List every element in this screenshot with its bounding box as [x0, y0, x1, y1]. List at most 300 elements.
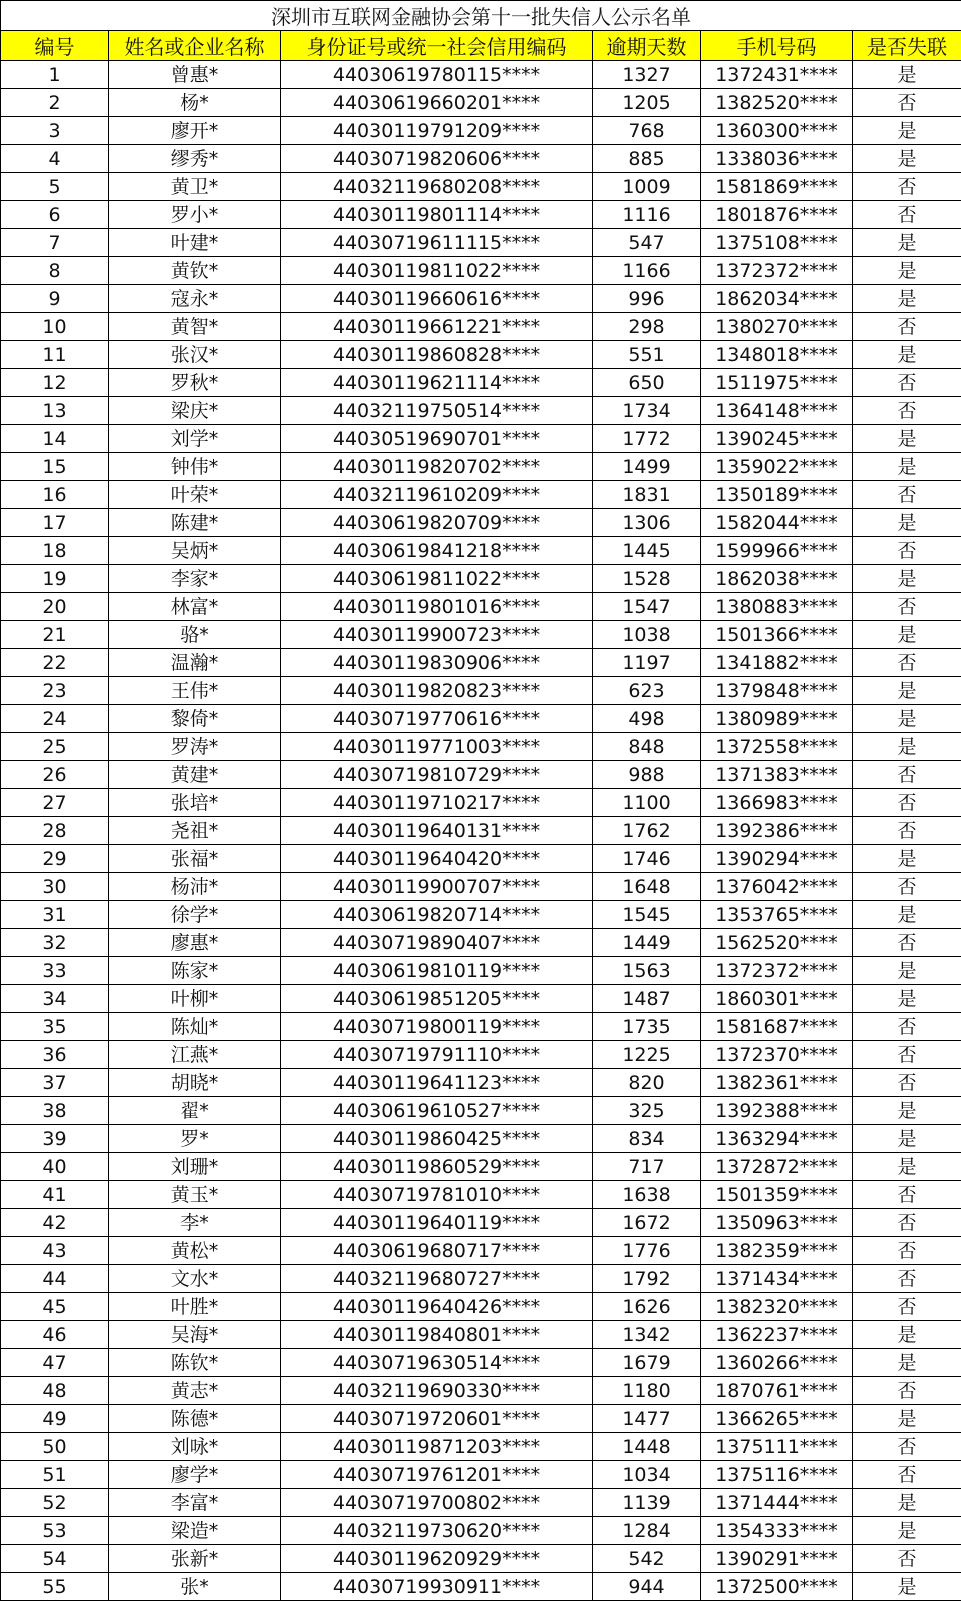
cell-phone: 1501359**** — [701, 1181, 853, 1209]
cell-lost-contact: 否 — [853, 1209, 961, 1237]
cell-id-number: 44030119830906**** — [281, 649, 593, 677]
cell-overdue-days: 1477 — [593, 1405, 701, 1433]
cell-index: 5 — [1, 173, 109, 201]
cell-phone: 1371383**** — [701, 761, 853, 789]
cell-lost-contact: 否 — [853, 1237, 961, 1265]
cell-overdue-days: 996 — [593, 285, 701, 313]
cell-lost-contact: 否 — [853, 89, 961, 117]
cell-lost-contact: 否 — [853, 1377, 961, 1405]
cell-index: 14 — [1, 425, 109, 453]
cell-index: 21 — [1, 621, 109, 649]
table-row — [1, 1321, 961, 1349]
cell-lost-contact: 是 — [853, 1517, 961, 1545]
cell-id-number: 44030719820606**** — [281, 145, 593, 173]
cell-phone: 1372558**** — [701, 733, 853, 761]
cell-index: 30 — [1, 873, 109, 901]
cell-overdue-days: 1180 — [593, 1377, 701, 1405]
cell-lost-contact: 是 — [853, 705, 961, 733]
cell-index: 44 — [1, 1265, 109, 1293]
table-row — [1, 61, 961, 89]
cell-index: 9 — [1, 285, 109, 313]
table-row — [1, 1349, 961, 1377]
cell-id-number: 44030119820823**** — [281, 677, 593, 705]
table-row — [1, 1545, 961, 1573]
cell-lost-contact: 是 — [853, 453, 961, 481]
cell-overdue-days: 1166 — [593, 257, 701, 285]
header-lost-contact: 是否失联 — [853, 31, 961, 61]
cell-name: 廖开* — [109, 117, 281, 145]
cell-name: 张培* — [109, 789, 281, 817]
cell-id-number: 44032119610209**** — [281, 481, 593, 509]
cell-overdue-days: 1679 — [593, 1349, 701, 1377]
cell-index: 2 — [1, 89, 109, 117]
cell-index: 39 — [1, 1125, 109, 1153]
cell-lost-contact: 是 — [853, 285, 961, 313]
table-row — [1, 1377, 961, 1405]
cell-index: 13 — [1, 397, 109, 425]
cell-id-number: 44030719781010**** — [281, 1181, 593, 1209]
cell-lost-contact: 否 — [853, 1069, 961, 1097]
table-row — [1, 789, 961, 817]
cell-phone: 1354333**** — [701, 1517, 853, 1545]
table-row — [1, 873, 961, 901]
cell-phone: 1372372**** — [701, 257, 853, 285]
cell-phone: 1599966**** — [701, 537, 853, 565]
cell-name: 陈灿* — [109, 1013, 281, 1041]
cell-name: 文水* — [109, 1265, 281, 1293]
cell-name: 骆* — [109, 621, 281, 649]
cell-overdue-days: 1116 — [593, 201, 701, 229]
cell-id-number: 44030119900723**** — [281, 621, 593, 649]
cell-overdue-days: 1038 — [593, 621, 701, 649]
cell-phone: 1353765**** — [701, 901, 853, 929]
table-row — [1, 229, 961, 257]
cell-overdue-days: 1100 — [593, 789, 701, 817]
cell-index: 15 — [1, 453, 109, 481]
cell-phone: 1364148**** — [701, 397, 853, 425]
cell-index: 37 — [1, 1069, 109, 1097]
cell-lost-contact: 否 — [853, 1181, 961, 1209]
cell-phone: 1860301**** — [701, 985, 853, 1013]
cell-overdue-days: 988 — [593, 761, 701, 789]
cell-lost-contact: 是 — [853, 509, 961, 537]
table-row — [1, 89, 961, 117]
cell-phone: 1360266**** — [701, 1349, 853, 1377]
cell-index: 12 — [1, 369, 109, 397]
cell-phone: 1382361**** — [701, 1069, 853, 1097]
table-row — [1, 1573, 961, 1601]
cell-id-number: 44032119730620**** — [281, 1517, 593, 1545]
cell-name: 黄建* — [109, 761, 281, 789]
cell-lost-contact: 是 — [853, 621, 961, 649]
cell-phone: 1372372**** — [701, 957, 853, 985]
cell-id-number: 44030719930911**** — [281, 1573, 593, 1601]
table-row — [1, 1125, 961, 1153]
cell-phone: 1870761**** — [701, 1377, 853, 1405]
cell-name: 杨* — [109, 89, 281, 117]
table-row — [1, 1181, 961, 1209]
cell-id-number: 44030619851205**** — [281, 985, 593, 1013]
cell-name: 罗秋* — [109, 369, 281, 397]
cell-index: 43 — [1, 1237, 109, 1265]
cell-index: 51 — [1, 1461, 109, 1489]
cell-lost-contact: 是 — [853, 61, 961, 89]
cell-phone: 1363294**** — [701, 1125, 853, 1153]
cell-lost-contact: 是 — [853, 733, 961, 761]
cell-index: 50 — [1, 1433, 109, 1461]
table-row — [1, 593, 961, 621]
cell-id-number: 44030119710217**** — [281, 789, 593, 817]
table-row — [1, 929, 961, 957]
cell-overdue-days: 1672 — [593, 1209, 701, 1237]
cell-index: 29 — [1, 845, 109, 873]
cell-phone: 1348018**** — [701, 341, 853, 369]
cell-lost-contact: 否 — [853, 201, 961, 229]
cell-name: 翟* — [109, 1097, 281, 1125]
cell-name: 吴海* — [109, 1321, 281, 1349]
cell-lost-contact: 是 — [853, 901, 961, 929]
cell-phone: 1382520**** — [701, 89, 853, 117]
cell-name: 黄钦* — [109, 257, 281, 285]
cell-lost-contact: 是 — [853, 1321, 961, 1349]
cell-index: 19 — [1, 565, 109, 593]
cell-lost-contact: 否 — [853, 369, 961, 397]
table-row — [1, 733, 961, 761]
cell-lost-contact: 是 — [853, 677, 961, 705]
cell-overdue-days: 1197 — [593, 649, 701, 677]
cell-index: 10 — [1, 313, 109, 341]
cell-lost-contact: 是 — [853, 1349, 961, 1377]
table-row — [1, 1069, 961, 1097]
cell-lost-contact: 是 — [853, 425, 961, 453]
cell-id-number: 44030719761201**** — [281, 1461, 593, 1489]
cell-id-number: 44030119621114**** — [281, 369, 593, 397]
cell-phone: 1862038**** — [701, 565, 853, 593]
cell-phone: 1372370**** — [701, 1041, 853, 1069]
cell-phone: 1390294**** — [701, 845, 853, 873]
cell-id-number: 44030719800119**** — [281, 1013, 593, 1041]
cell-overdue-days: 1528 — [593, 565, 701, 593]
cell-phone: 1350189**** — [701, 481, 853, 509]
header-index: 编号 — [1, 31, 109, 61]
cell-overdue-days: 1792 — [593, 1265, 701, 1293]
cell-phone: 1581869**** — [701, 173, 853, 201]
cell-lost-contact: 是 — [853, 985, 961, 1013]
cell-lost-contact: 是 — [853, 845, 961, 873]
cell-phone: 1390291**** — [701, 1545, 853, 1573]
cell-overdue-days: 623 — [593, 677, 701, 705]
table-row — [1, 845, 961, 873]
cell-id-number: 44030719611115**** — [281, 229, 593, 257]
cell-id-number: 44030619820709**** — [281, 509, 593, 537]
cell-overdue-days: 820 — [593, 1069, 701, 1097]
table-row — [1, 1265, 961, 1293]
cell-lost-contact: 是 — [853, 1573, 961, 1601]
cell-id-number: 44030119811022**** — [281, 257, 593, 285]
cell-lost-contact: 否 — [853, 397, 961, 425]
header-row — [1, 31, 961, 61]
cell-phone: 1371434**** — [701, 1265, 853, 1293]
cell-phone: 1862034**** — [701, 285, 853, 313]
cell-overdue-days: 1772 — [593, 425, 701, 453]
cell-index: 4 — [1, 145, 109, 173]
table-row — [1, 313, 961, 341]
cell-overdue-days: 542 — [593, 1545, 701, 1573]
cell-name: 廖学* — [109, 1461, 281, 1489]
table-row — [1, 985, 961, 1013]
table-row — [1, 1153, 961, 1181]
table-row — [1, 173, 961, 201]
header-id-number: 身份证号或统一社会信用编码 — [281, 31, 593, 61]
cell-index: 40 — [1, 1153, 109, 1181]
cell-overdue-days: 834 — [593, 1125, 701, 1153]
cell-phone: 1360300**** — [701, 117, 853, 145]
table-row — [1, 117, 961, 145]
cell-name: 刘学* — [109, 425, 281, 453]
cell-phone: 1581687**** — [701, 1013, 853, 1041]
cell-lost-contact: 否 — [853, 1041, 961, 1069]
cell-overdue-days: 1487 — [593, 985, 701, 1013]
cell-id-number: 44030719770616**** — [281, 705, 593, 733]
cell-lost-contact: 是 — [853, 1125, 961, 1153]
cell-name: 廖惠* — [109, 929, 281, 957]
cell-lost-contact: 是 — [853, 229, 961, 257]
cell-phone: 1362237**** — [701, 1321, 853, 1349]
cell-phone: 1511975**** — [701, 369, 853, 397]
cell-overdue-days: 717 — [593, 1153, 701, 1181]
cell-phone: 1372431**** — [701, 61, 853, 89]
cell-index: 34 — [1, 985, 109, 1013]
cell-phone: 1341882**** — [701, 649, 853, 677]
cell-name: 寇永* — [109, 285, 281, 313]
cell-phone: 1366983**** — [701, 789, 853, 817]
cell-index: 11 — [1, 341, 109, 369]
table-row — [1, 1209, 961, 1237]
table-body — [1, 61, 961, 1601]
cell-lost-contact: 是 — [853, 257, 961, 285]
cell-overdue-days: 1342 — [593, 1321, 701, 1349]
cell-name: 罗涛* — [109, 733, 281, 761]
cell-name: 胡晓* — [109, 1069, 281, 1097]
table-row — [1, 369, 961, 397]
cell-name: 陈家* — [109, 957, 281, 985]
cell-phone: 1375116**** — [701, 1461, 853, 1489]
cell-name: 黄卫* — [109, 173, 281, 201]
cell-id-number: 44030719890407**** — [281, 929, 593, 957]
cell-index: 36 — [1, 1041, 109, 1069]
cell-name: 陈建* — [109, 509, 281, 537]
table-row — [1, 677, 961, 705]
table-row — [1, 1405, 961, 1433]
cell-name: 黎倚* — [109, 705, 281, 733]
cell-overdue-days: 1762 — [593, 817, 701, 845]
cell-index: 27 — [1, 789, 109, 817]
table-row — [1, 537, 961, 565]
cell-overdue-days: 1648 — [593, 873, 701, 901]
cell-lost-contact: 否 — [853, 649, 961, 677]
table-row — [1, 145, 961, 173]
cell-index: 46 — [1, 1321, 109, 1349]
cell-name: 梁造* — [109, 1517, 281, 1545]
cell-name: 李家* — [109, 565, 281, 593]
cell-overdue-days: 1563 — [593, 957, 701, 985]
cell-id-number: 44030119801114**** — [281, 201, 593, 229]
cell-index: 32 — [1, 929, 109, 957]
table-row — [1, 341, 961, 369]
cell-name: 李* — [109, 1209, 281, 1237]
cell-id-number: 44030119871203**** — [281, 1433, 593, 1461]
cell-lost-contact: 否 — [853, 761, 961, 789]
cell-lost-contact: 否 — [853, 481, 961, 509]
cell-index: 41 — [1, 1181, 109, 1209]
cell-lost-contact: 否 — [853, 173, 961, 201]
table-row — [1, 453, 961, 481]
cell-phone: 1366265**** — [701, 1405, 853, 1433]
cell-name: 陈钦* — [109, 1349, 281, 1377]
cell-lost-contact: 否 — [853, 1461, 961, 1489]
cell-lost-contact: 是 — [853, 1097, 961, 1125]
cell-name: 吴炳* — [109, 537, 281, 565]
cell-overdue-days: 1448 — [593, 1433, 701, 1461]
cell-id-number: 44030719630514**** — [281, 1349, 593, 1377]
cell-name: 叶建* — [109, 229, 281, 257]
cell-index: 26 — [1, 761, 109, 789]
cell-overdue-days: 1626 — [593, 1293, 701, 1321]
cell-id-number: 44030119840801**** — [281, 1321, 593, 1349]
cell-overdue-days: 848 — [593, 733, 701, 761]
table-row — [1, 425, 961, 453]
cell-phone: 1390245**** — [701, 425, 853, 453]
cell-overdue-days: 885 — [593, 145, 701, 173]
cell-index: 49 — [1, 1405, 109, 1433]
cell-index: 16 — [1, 481, 109, 509]
table-row — [1, 1013, 961, 1041]
cell-overdue-days: 944 — [593, 1573, 701, 1601]
cell-id-number: 44030119791209**** — [281, 117, 593, 145]
cell-index: 8 — [1, 257, 109, 285]
cell-overdue-days: 1547 — [593, 593, 701, 621]
cell-index: 28 — [1, 817, 109, 845]
table-row — [1, 201, 961, 229]
cell-id-number: 44030719810729**** — [281, 761, 593, 789]
cell-id-number: 44030119640420**** — [281, 845, 593, 873]
cell-overdue-days: 1735 — [593, 1013, 701, 1041]
cell-overdue-days: 1734 — [593, 397, 701, 425]
table-row — [1, 1433, 961, 1461]
title-row — [1, 1, 961, 31]
cell-lost-contact: 是 — [853, 565, 961, 593]
table-row — [1, 817, 961, 845]
cell-index: 42 — [1, 1209, 109, 1237]
cell-id-number: 44032119680208**** — [281, 173, 593, 201]
table-row — [1, 621, 961, 649]
cell-index: 53 — [1, 1517, 109, 1545]
cell-index: 48 — [1, 1377, 109, 1405]
header-name: 姓名或企业名称 — [109, 31, 281, 61]
cell-overdue-days: 547 — [593, 229, 701, 257]
cell-overdue-days: 1545 — [593, 901, 701, 929]
cell-overdue-days: 498 — [593, 705, 701, 733]
cell-id-number: 44030619810119**** — [281, 957, 593, 985]
cell-phone: 1372500**** — [701, 1573, 853, 1601]
cell-name: 尧祖* — [109, 817, 281, 845]
cell-lost-contact: 否 — [853, 1545, 961, 1573]
cell-index: 47 — [1, 1349, 109, 1377]
cell-id-number: 44030119771003**** — [281, 733, 593, 761]
cell-name: 黄志* — [109, 1377, 281, 1405]
cell-name: 罗* — [109, 1125, 281, 1153]
cell-name: 黄玉* — [109, 1181, 281, 1209]
cell-name: 刘咏* — [109, 1433, 281, 1461]
header-phone: 手机号码 — [701, 31, 853, 61]
cell-overdue-days: 1831 — [593, 481, 701, 509]
cell-overdue-days: 298 — [593, 313, 701, 341]
cell-overdue-days: 650 — [593, 369, 701, 397]
cell-id-number: 44030119640426**** — [281, 1293, 593, 1321]
cell-id-number: 44030619841218**** — [281, 537, 593, 565]
cell-overdue-days: 1225 — [593, 1041, 701, 1069]
cell-index: 3 — [1, 117, 109, 145]
table-row — [1, 1517, 961, 1545]
sheet-title: 深圳市互联网金融协会第十一批失信人公示名单 — [1, 1, 961, 31]
cell-index: 33 — [1, 957, 109, 985]
cell-id-number: 44030619680717**** — [281, 1237, 593, 1265]
cell-name: 杨沛* — [109, 873, 281, 901]
cell-index: 52 — [1, 1489, 109, 1517]
cell-index: 25 — [1, 733, 109, 761]
cell-name: 罗小* — [109, 201, 281, 229]
table-row — [1, 1041, 961, 1069]
cell-name: 张福* — [109, 845, 281, 873]
cell-lost-contact: 是 — [853, 1489, 961, 1517]
cell-name: 叶荣* — [109, 481, 281, 509]
cell-phone: 1359022**** — [701, 453, 853, 481]
cell-name: 张新* — [109, 1545, 281, 1573]
cell-index: 23 — [1, 677, 109, 705]
cell-name: 徐学* — [109, 901, 281, 929]
cell-overdue-days: 1034 — [593, 1461, 701, 1489]
cell-phone: 1380989**** — [701, 705, 853, 733]
cell-overdue-days: 1638 — [593, 1181, 701, 1209]
cell-lost-contact: 否 — [853, 593, 961, 621]
table-row — [1, 705, 961, 733]
cell-index: 45 — [1, 1293, 109, 1321]
cell-id-number: 44032119680727**** — [281, 1265, 593, 1293]
cell-lost-contact: 否 — [853, 789, 961, 817]
cell-id-number: 44030119801016**** — [281, 593, 593, 621]
cell-index: 55 — [1, 1573, 109, 1601]
cell-phone: 1382359**** — [701, 1237, 853, 1265]
cell-phone: 1380270**** — [701, 313, 853, 341]
cell-lost-contact: 否 — [853, 537, 961, 565]
cell-name: 叶柳* — [109, 985, 281, 1013]
table-row — [1, 1237, 961, 1265]
cell-id-number: 44030119860425**** — [281, 1125, 593, 1153]
table-row — [1, 397, 961, 425]
cell-phone: 1392386**** — [701, 817, 853, 845]
cell-index: 38 — [1, 1097, 109, 1125]
cell-phone: 1375108**** — [701, 229, 853, 257]
cell-id-number: 44030119900707**** — [281, 873, 593, 901]
cell-lost-contact: 否 — [853, 929, 961, 957]
cell-overdue-days: 1139 — [593, 1489, 701, 1517]
cell-index: 20 — [1, 593, 109, 621]
cell-phone: 1379848**** — [701, 677, 853, 705]
cell-lost-contact: 否 — [853, 313, 961, 341]
cell-overdue-days: 1205 — [593, 89, 701, 117]
cell-phone: 1562520**** — [701, 929, 853, 957]
cell-index: 1 — [1, 61, 109, 89]
